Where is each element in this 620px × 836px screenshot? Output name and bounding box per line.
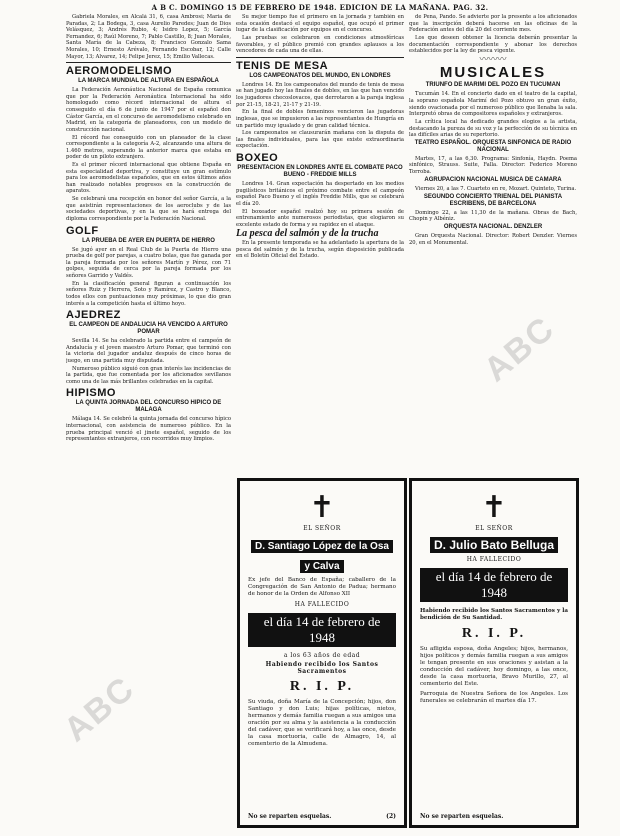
article-paragraph: Tucumán 14. En el concierto dado en el teatro de la capital, la soprano española Marimí del Pozo obtuvo un gran éxito, siendo ovacionada por el numeroso público que llenaba la sala. Interpretó obras de compositores españoles y extranjeros. xyxy=(409,91,577,118)
obituary-title: EL SEÑOR xyxy=(303,525,341,532)
section-subtitle: TEATRO ESPAÑOL. ORQUESTA SINFONICA DE RADIO NACIONAL xyxy=(414,139,572,153)
divider xyxy=(236,57,404,58)
article-paragraph: En la final de dobles femeninos vencieron las jugadoras inglesas, que se impusieron a las representantes de Hungría en un partido muy igualado y de gran calidad técnica. xyxy=(236,109,404,129)
obituary-fallecio: HA FALLECIDO xyxy=(294,601,350,608)
article-paragraph: Se celebrará una recepción en honor del señor García, a la que asistirán representaciones de los aeroclubs y de las sociedades deportivas, y en la que se hará entrega del diploma correspondiente por la Federación Nacional. xyxy=(66,196,231,222)
section-subtitle: EL CAMPEON DE ANDALUCIA HA VENCIDO A ARTURO POMAR xyxy=(69,322,228,336)
obituary-family: Su viuda, doña María de la Concepción; hijos, don Santiago y don Luis; hijas políticas, nietos, hermanos y demás familia ruegan a sus amigos una oración por su alma y la asistencia a la conducción del cadáver, que se verificará hoy, a las once, desde la casa mortuoria, calle de Almagro, 14, al cementerio de la Almudena. xyxy=(248,699,396,747)
article-paragraph: Málaga 14. Se celebró la quinta jornada del concurso hípico internacional, con asistencia de numeroso público. En la prueba principal venció el jinete español, seguido de los representantes extranjeros, con recorridos muy limpios. xyxy=(66,416,231,443)
ornament-divider: 〰〰〰 xyxy=(479,54,507,65)
obituary-description: Ex jefe del Banco de España; caballero de la Congregación de San Antonio de Padua; hermano de honor de la Orden de Alfonso XII xyxy=(248,577,396,597)
article-paragraph: Londres 14. En los campeonatos del mundo de tenis de mesa se han jugado hoy las finales de dobles, en las que han vencido los jugadores checoslovacos, que derrotaron a la pareja inglesa por 21-15, 18-21, 21-17 y 21-19. xyxy=(236,81,404,108)
article-paragraph: En la presente temporada se ha adelantado la apertura de la pesca del salmón y de la trucha, según disposición publicada en el Boletín Oficial del Estado. xyxy=(236,240,404,260)
section-title-musicales: MUSICALES xyxy=(439,64,547,82)
intro-paragraph: Gabriela Morales, en Alcalá 31, 6, casa Ambrosí; Maria de Paradas, 2; La Bodega, 3, casa Aurelio Paredes; Juan de Dios Velásquez, 3; Andrés Rubio, 4; Isidro Lopez, 5; García Fernandez, 6; Raúl Moreno, 7; Pablo Castillo, 8; Juan Morales, Santa María de la Cabeza, 8; Francisco Gonzalo Sama Morales, 10; Ernesto Arévalo, Fernando Escobar, 12; Calle Mayor, 13; Alvarez, 14; Felipe Jerez, 15; Emilio Vallecas. xyxy=(66,14,231,60)
obituary-date: el día 14 de febrero de 1948 xyxy=(420,568,568,602)
obituary-age: a los 63 años de edad xyxy=(283,652,361,659)
obituary-parish: Parroquia de Nuestra Señora de los Angeles. Los funerales se celebrarán el martes día 17. xyxy=(420,691,568,704)
article-paragraph: Gran Orquesta Nacional. Director: Robert Denzler. Viernes 20, en el Monumental. xyxy=(409,233,577,246)
divider xyxy=(66,62,231,63)
article-paragraph: El boxeador español realizó hoy su primera sesión de entrenamiento ante numerosos periodistas, que elogiaron su excelente estado de forma y su rapidez en el ataque. xyxy=(236,208,404,228)
section-subtitle: LA MARCA MUNDIAL DE ALTURA EN ESPAÑOLA xyxy=(78,78,219,85)
section-subtitle: ORQUESTA NACIONAL. DENZLER xyxy=(443,224,543,230)
section-title-pesca: La pesca del salmón y de la trucha xyxy=(236,228,379,240)
article-paragraph: Martes, 17, a las 6,30. Programa: Sinfonía, Haydn. Poema sinfónico, Strauss. Suite, Falla. Director: Federico Moreno Torroba. xyxy=(409,155,577,176)
obituary-notice-1 xyxy=(237,478,407,828)
cross-icon: ✝ xyxy=(481,490,507,525)
watermark: ABC xyxy=(476,308,563,390)
article-paragraph: Londres 14. Gran expectación ha despertado en los medios pugilísticos británicos el próximo combate entre el campeón español Paco Bueno y el inglés Freddie Mills, que se celebrará el día 20. xyxy=(236,181,404,207)
article-paragraph: de Pena, Pando. Se advierte por la presente a los aficionados que la inscripción deberá hacerse en las oficinas de la Federación antes del día 20 del corriente mes. xyxy=(409,14,577,34)
obituary-sacraments: Habiendo recibido los Santos Sacramentos y la bendición de Su Santidad. xyxy=(420,608,568,621)
column-3 xyxy=(409,14,577,344)
article-paragraph: El récord fue conseguido con un planeador de la clase correspondiente a la categoría A-2, alcanzando una altura de 1.460 metros, superando la anterior marca que estaba en poder de un piloto extranjero. xyxy=(66,134,231,161)
section-title-tenis-de-mesa: TENIS DE MESA xyxy=(236,59,329,72)
article-paragraph: Las pruebas se celebraron en condiciones atmosféricas favorables, y el público premió con grandes aplausos a los vencedores de cada una de ellas. xyxy=(236,34,404,55)
section-subtitle: AGRUPACION NACIONAL MUSICA DE CAMARA xyxy=(424,176,562,183)
section-subtitle: LA PRUEBA DE AYER EN PUERTA DE HIERRO xyxy=(82,237,215,244)
obituary-rip: R. I. P. xyxy=(289,679,355,694)
section-title-boxeo: BOXEO xyxy=(236,152,279,165)
section-subtitle: SEGUNDO CONCIERTO TRIENAL DEL PIANISTA ESCRIBENS, DE BARCELONA xyxy=(423,193,563,207)
column-2 xyxy=(236,14,404,474)
obituary-fallecio: HA FALLECIDO xyxy=(466,556,522,563)
cross-icon: ✝ xyxy=(309,490,335,525)
obituary-name: D. Santiago López de la Osa xyxy=(251,540,393,553)
section-subtitle: LA QUINTA JORNADA DEL CONCURSO HIPICO DE MALAGA xyxy=(75,400,222,414)
article-paragraph: Sevilla 14. Se ha celebrado la partida entre el campeón de Andalucía y el joven maestro Arturo Pomar, que terminó con la victoria del jugador andaluz después de cinco horas de juego, en una partida muy disputada. xyxy=(66,338,231,364)
article-paragraph: Los que deseen obtener la licencia deberán presentar la documentación correspondiente y abonar los derechos establecidos por la ley de pesca vigente. xyxy=(409,34,577,55)
article-paragraph: Domingo 22, a las 11,30 de la mañana. Obras de Bach, Chopin y Albéniz. xyxy=(409,209,577,223)
obituary-footer-text: No se reparten esquelas. xyxy=(248,813,332,820)
obituary-name: D. Julio Bato Belluga xyxy=(430,537,558,553)
article-paragraph: La Federación Aeronáutica Nacional de España comunica que por la Federación Aeronáutica Internacional ha sido homologado como récord internacional de altura el conseguido el día 6 de junio de 1947 por el español don Cástor García, en el concurso de aeromodelismo celebrado en Madrid, en la categoría de planeadores, con un modelo de construcción nacional. xyxy=(66,87,231,133)
page-header: A B C. DOMINGO 15 DE FEBRERO DE 1948. EDICION DE LA MAÑANA. PAG. 32. xyxy=(151,3,489,12)
obituary-number: (2) xyxy=(386,813,396,820)
section-title-aeromodelismo: AEROMODELISMO xyxy=(66,65,173,78)
obituary-footer-text: No se reparten esquelas. xyxy=(420,813,504,820)
obituary-sacraments: Habiendo recibido los Santos Sacramentos xyxy=(265,661,379,675)
section-title-hipismo: HIPISMO xyxy=(66,387,116,400)
article-paragraph: La crítica local ha dedicado grandes elogios a la artista, destacando la pureza de su voz y la perfección de su técnica en las difíciles arias de su repertorio. xyxy=(409,118,577,139)
section-title-golf: GOLF xyxy=(66,224,99,237)
section-subtitle: TRIUNFO DE MARIMI DEL POZO EN TUCUMAN xyxy=(425,82,561,89)
section-subtitle: PRESENTACION EN LONDRES ANTE EL COMBATE PACO BUENO - FREDDIE MILLS xyxy=(237,165,403,179)
obituary-notice-2 xyxy=(409,478,579,828)
article-paragraph: Los campeonatos se clausurarán mañana con la disputa de las finales individuales, para las que existe extraordinaria expectación. xyxy=(236,130,404,150)
obituary-footer xyxy=(248,813,396,820)
watermark: ABC xyxy=(56,668,143,750)
obituary-name-cont: y Calva xyxy=(300,560,343,573)
obituary-family: Su afligida esposa, doña Angeles; hijos, hermanos, hijos políticos y demás familia ruegan a sus amigos le tengan presente en sus oraciones y asistan a la conducción del cadáver, hoy domingo, a las once, desde la casa mortuoria, Bravo Murillo, 27, al cementerio del Este. xyxy=(420,646,568,687)
article-paragraph: Viernes 20, a las 7. Cuarteto en re, Mozart. Quinteto, Turina. xyxy=(415,185,577,192)
article-paragraph: Su mejor tiempo fue el primero en la jornada y también en esta ocasión destacó el equipo español, que ocupó el primer lugar de la clasificación por equipos en el concurso. xyxy=(236,14,404,34)
section-title-ajedrez: AJEDREZ xyxy=(66,309,121,322)
article-paragraph: En la clasificación general figuran a continuación los señores Ruiz y Herrera, Soto y Ramírez, y Castro y Blanco, todos ellos con puntuaciones muy próximas, lo que dio gran interés a la competición hasta el último hoyo. xyxy=(66,280,231,307)
article-paragraph: Es el primer récord internacional que obtiene España en esta especialidad deportiva, y constituye un gran estímulo para los aeromodelistas españoles, que en estos últimos años han realizado notables progresos en la construcción de aparatos. xyxy=(66,162,231,195)
section-subtitle: LOS CAMPEONATOS DEL MUNDO, EN LONDRES xyxy=(249,72,391,79)
obituary-title: EL SEÑOR xyxy=(475,525,513,532)
obituary-footer xyxy=(420,813,568,820)
obituary-rip: R. I. P. xyxy=(461,626,527,641)
article-paragraph: Se jugó ayer en el Real Club de la Puerta de Hierro una prueba de golf por parejas, a cuatro bolas, que fue ganada por la pareja formada por los señores Martín y Pérez, con 71 golpes, seguida de cerca por la pareja formada por los señores Garrido y Valdés. xyxy=(66,246,231,279)
article-paragraph: Numeroso público siguió con gran interés las incidencias de la partida, que fue comentada por los aficionados sevillanos como una de las más brillantes celebradas en la capital. xyxy=(66,365,231,385)
obituary-date: el día 14 de febrero de 1948 xyxy=(248,613,396,647)
